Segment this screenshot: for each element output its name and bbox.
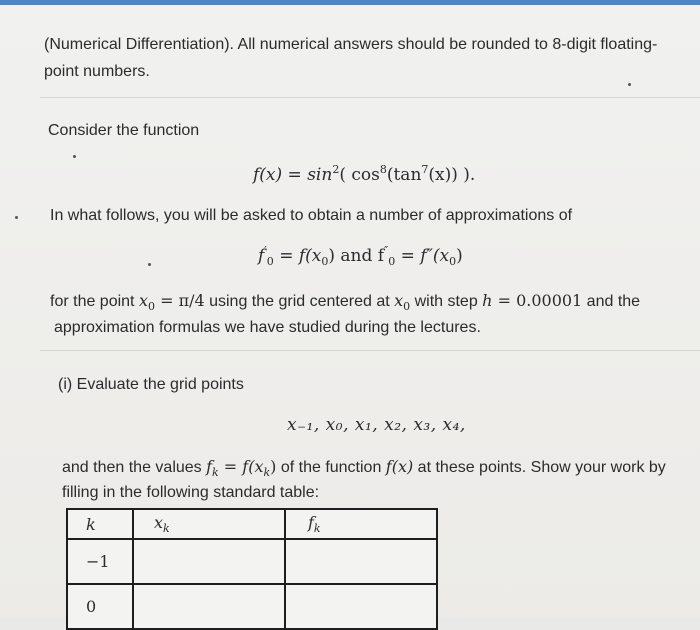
function-definition bbox=[253, 165, 475, 185]
fn-lhs: f(x) = sin bbox=[253, 165, 333, 185]
table-row bbox=[67, 539, 437, 584]
section-divider-top bbox=[40, 97, 700, 98]
header-k-text: k bbox=[86, 514, 96, 534]
approx-sub-0: 0 bbox=[266, 255, 274, 268]
header-f-sub: k bbox=[313, 522, 321, 536]
cell-fk-input[interactable] bbox=[285, 539, 437, 584]
header-fk bbox=[285, 509, 437, 539]
fn-tan: (tan bbox=[386, 165, 422, 185]
section-divider-mid bbox=[40, 350, 700, 351]
header-k bbox=[67, 509, 133, 539]
stray-dot-4 bbox=[148, 263, 151, 266]
header-xk bbox=[133, 509, 285, 539]
intro-line-1: (Numerical Differentiation). All numerical answers should be rounded to 8-digit floating- bbox=[44, 36, 658, 53]
approx-f: f bbox=[258, 246, 265, 266]
cell-k bbox=[67, 539, 133, 584]
vl-fk: f bbox=[206, 457, 213, 476]
follow-text: In what follows, you will be asked to obtain a number of approximations of bbox=[50, 207, 573, 224]
pt-x: x bbox=[394, 291, 404, 310]
header-f-text: f bbox=[308, 512, 314, 532]
vl-fx: f(x) bbox=[385, 457, 414, 476]
header-x-sub: k bbox=[163, 522, 170, 536]
pt-a: for the point bbox=[50, 293, 139, 310]
fn-cos: ( cos bbox=[339, 165, 380, 185]
approx-prime: ′ bbox=[264, 244, 267, 257]
vl-b-sub: k bbox=[263, 466, 271, 480]
stray-dot-2 bbox=[73, 155, 76, 158]
vl-d: of the function bbox=[276, 459, 386, 476]
approx-sub-2: 0 bbox=[388, 255, 396, 268]
pt-c: using the grid centered at bbox=[204, 293, 395, 310]
approx-eq1: = f(x bbox=[273, 246, 322, 266]
pt-d: with step bbox=[410, 293, 483, 310]
fn-power-1: 2 bbox=[332, 163, 340, 176]
approx-sub-1: 0 bbox=[321, 255, 329, 268]
cell-k-value: 0 bbox=[86, 597, 97, 616]
pt-h: h bbox=[482, 291, 493, 310]
consider-label: Consider the function bbox=[48, 122, 200, 139]
vl-b: = f(x bbox=[218, 457, 264, 476]
approx-dprime: ″ bbox=[384, 244, 389, 257]
table-row bbox=[67, 584, 437, 629]
cell-fk-input[interactable] bbox=[285, 584, 437, 629]
values-line-1 bbox=[62, 455, 666, 484]
fn-power-2: 8 bbox=[379, 163, 387, 176]
stray-dot bbox=[628, 83, 631, 86]
cell-xk-input[interactable] bbox=[133, 539, 285, 584]
grid-table bbox=[66, 508, 438, 630]
values-line-2: filling in the following standard table: bbox=[62, 484, 320, 501]
cell-xk-input[interactable] bbox=[133, 584, 285, 629]
approximation-targets bbox=[258, 246, 463, 266]
cell-k-value: −1 bbox=[86, 552, 110, 571]
approx-close: ) bbox=[456, 246, 463, 266]
pt-x-sub: 0 bbox=[403, 300, 411, 314]
vl-fk-sub: k bbox=[212, 466, 219, 480]
intro-line-2: point numbers. bbox=[44, 63, 150, 80]
pt-x0-sub: 0 bbox=[147, 300, 155, 314]
cell-k bbox=[67, 584, 133, 629]
part-i-label: (i) Evaluate the grid points bbox=[58, 376, 244, 393]
pt-e: = 0.00001 bbox=[492, 291, 583, 310]
header-x-text: x bbox=[154, 512, 164, 532]
pt-f: and the bbox=[582, 293, 641, 310]
stray-dot-3 bbox=[15, 216, 18, 219]
point-line-2: approximation formulas we have studied during the lectures. bbox=[54, 319, 481, 336]
question-page bbox=[0, 5, 700, 617]
fn-end: (x)) ). bbox=[428, 165, 476, 185]
approx-and: ) and f bbox=[328, 246, 385, 266]
vl-c: ) bbox=[270, 457, 277, 476]
vl-a: and then the values bbox=[62, 459, 207, 476]
vl-e: at these points. Show your work by bbox=[413, 459, 666, 476]
table-header-row bbox=[67, 509, 437, 539]
pt-x0: x bbox=[138, 291, 148, 310]
fn-power-3: 7 bbox=[421, 163, 429, 176]
pt-b: = π/4 bbox=[154, 291, 205, 310]
approx-sub-3: 0 bbox=[449, 255, 457, 268]
grid-points-list: x₋₁, x₀, x₁, x₂, x₃, x₄, bbox=[287, 415, 466, 435]
approx-eq2: = f″(x bbox=[395, 246, 450, 266]
point-line-1 bbox=[50, 289, 640, 318]
